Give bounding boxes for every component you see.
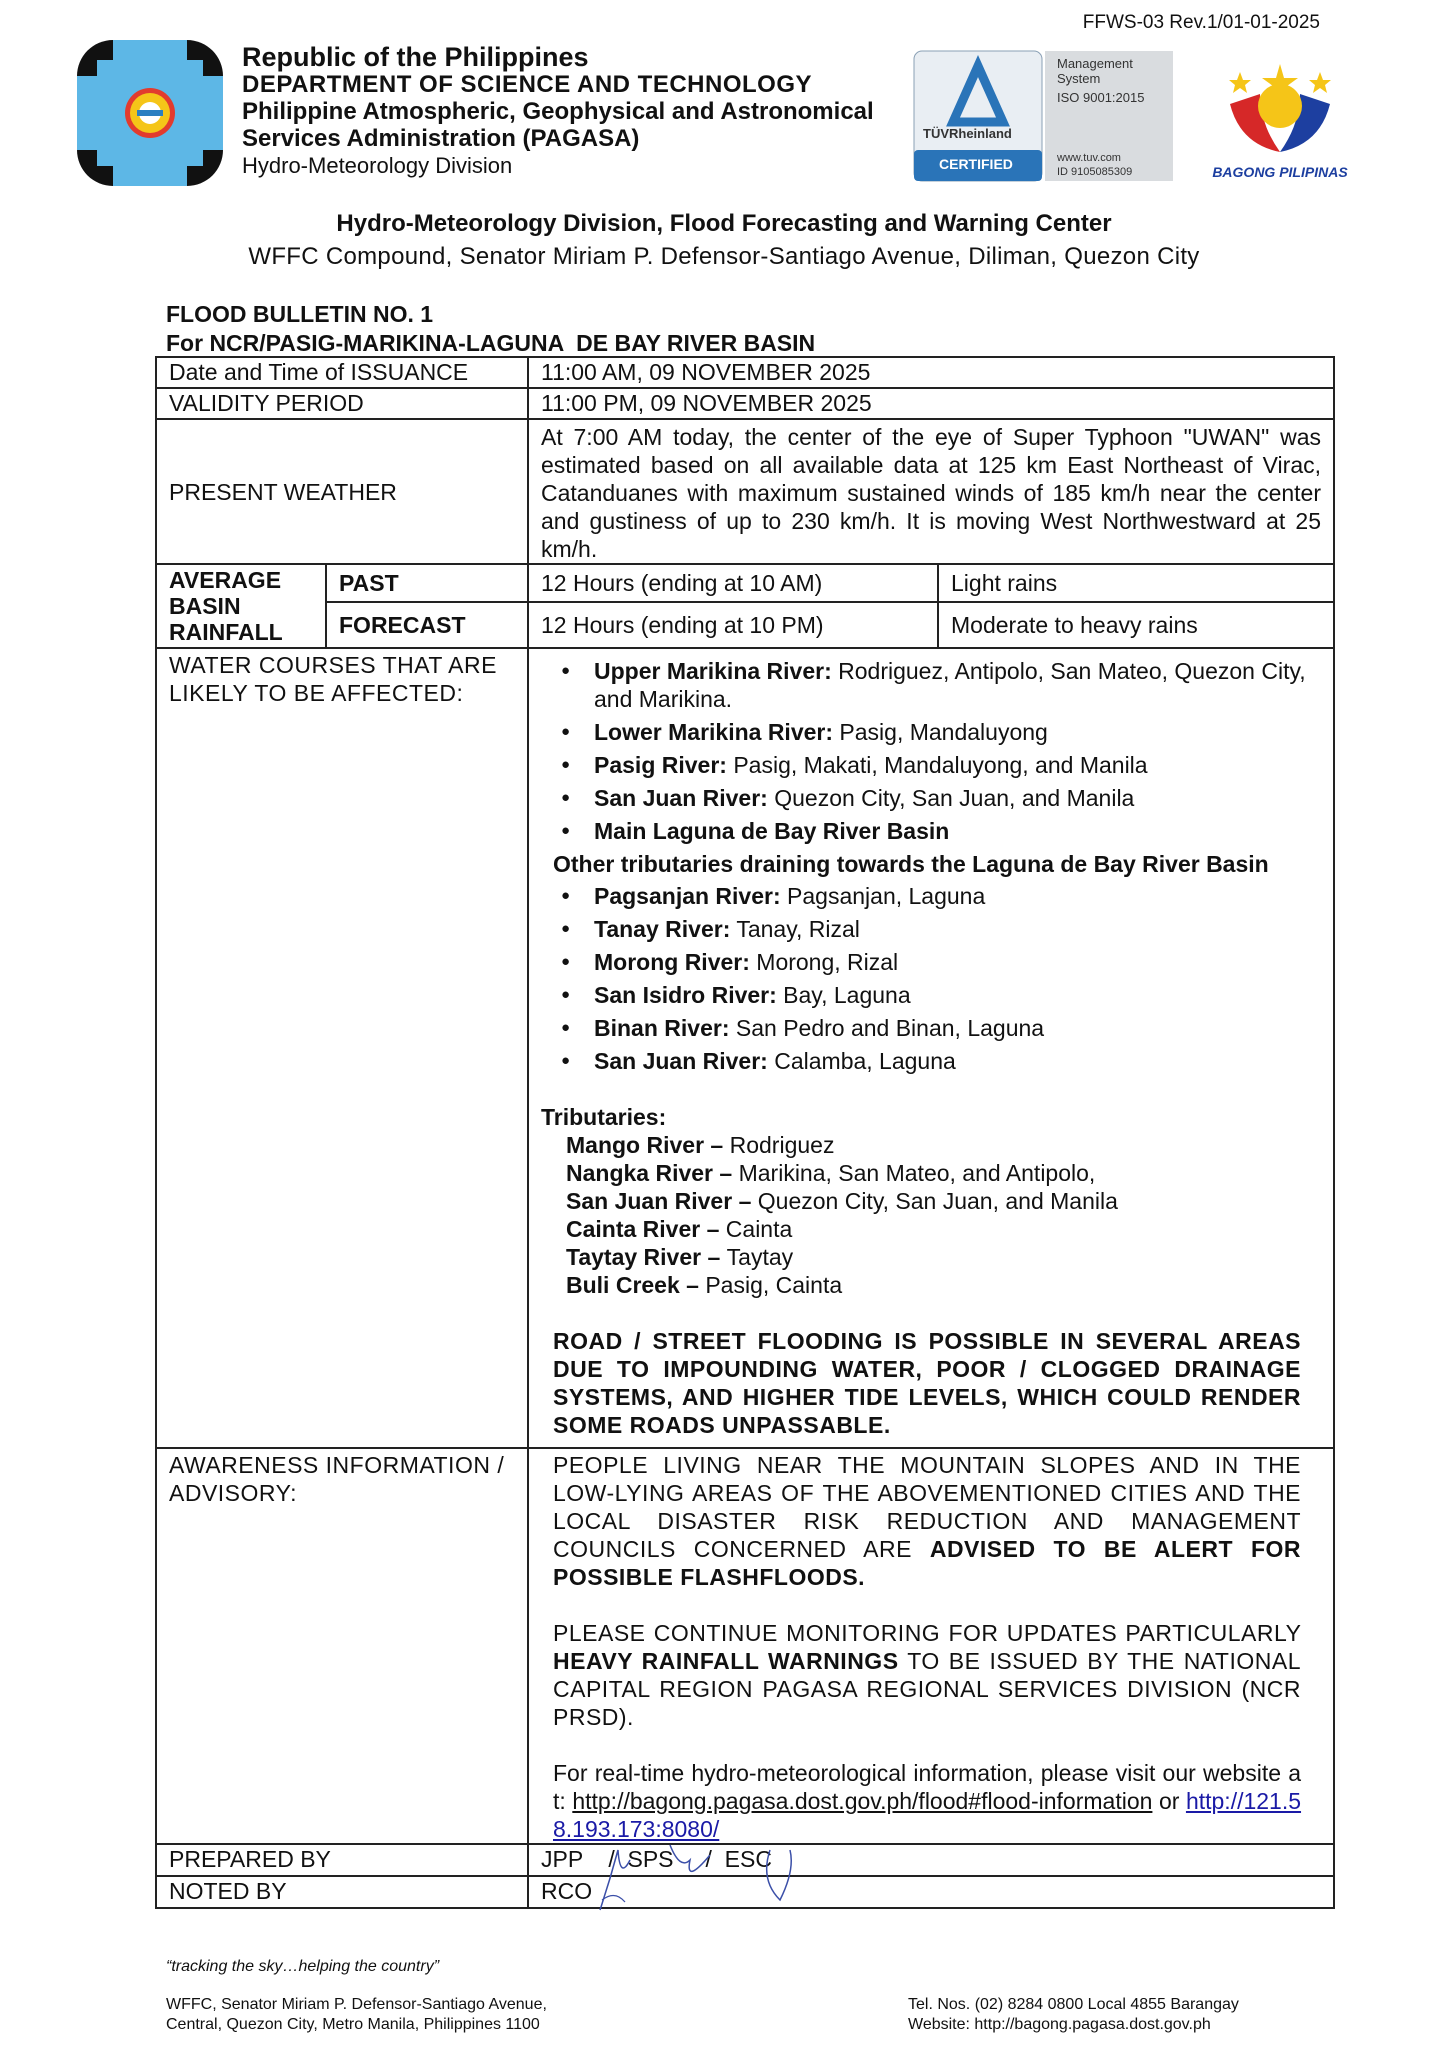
tributary-item: San Juan River – Quezon City, San Juan, and Manila xyxy=(566,1188,1118,1214)
river-item xyxy=(561,915,1321,943)
validity-label: VALIDITY PERIOD xyxy=(156,388,528,419)
bagong-pilipinas-logo xyxy=(1200,44,1360,184)
row-present-weather xyxy=(156,419,1334,564)
tributary-item: Taytay River – Taytay xyxy=(566,1244,794,1270)
river-areas: Tanay, Rizal xyxy=(736,916,860,942)
river-item xyxy=(561,817,1321,845)
row-rainfall-past xyxy=(156,564,1334,602)
river-areas: Quezon City, San Juan, and Manila xyxy=(774,785,1135,811)
center-address: WFFC Compound, Senator Miriam P. Defensor-Santiago Avenue, Diliman, Quezon City xyxy=(248,243,1200,270)
tributaries-list xyxy=(541,1131,1321,1299)
prepared-by-value: JPP / SPS / ESC xyxy=(528,1844,1334,1876)
river-areas: Pasig, Makati, Mandaluyong, and Manila xyxy=(733,752,1148,778)
footer-tel: Tel. Nos. (02) 8284 0800 Local 4855 Barangay xyxy=(908,1996,1239,2013)
flood-bulletin-table xyxy=(155,356,1335,1909)
footer-address-line2: Central, Quezon City, Metro Manila, Philippines 1100 xyxy=(166,2016,540,2033)
agency-header xyxy=(242,44,874,179)
tributary-item: Nangka River – Marikina, San Mateo, and Antipolo, xyxy=(566,1160,1096,1186)
advisory-label: AWARENESS INFORMATION / ADVISORY: xyxy=(156,1448,528,1844)
advisory-website-or: or xyxy=(1158,1788,1180,1814)
bulletin-title: FLOOD BULLETIN NO. 1 xyxy=(166,301,434,327)
advisory-flooding: ROAD / STREET FLOODING IS POSSIBLE IN SEVERAL AREAS DUE TO IMPOUNDING WATER, POOR / CLOGGED DRAINAGE SYSTEMS, AND HIGHER TIDE LEVELS, WHICH COULD RENDER SOME ROADS UNPASSABLE. xyxy=(553,1328,1302,1438)
advisory-website xyxy=(553,1759,1301,1843)
footer-website: Website: http://bagong.pagasa.dost.gov.ph xyxy=(908,2016,1211,2033)
forecast-label: FORECAST xyxy=(326,602,528,648)
row-rainfall-forecast xyxy=(156,602,1334,648)
present-weather-label: PRESENT WEATHER xyxy=(156,419,528,564)
prepared-by-label: PREPARED BY xyxy=(156,1844,528,1876)
issuance-value: 11:00 AM, 09 NOVEMBER 2025 xyxy=(528,357,1334,388)
river-areas: San Pedro and Binan, Laguna xyxy=(735,1015,1045,1041)
footer-address-line1: WFFC, Senator Miriam P. Defensor-Santiago Avenue, xyxy=(166,1996,547,2013)
advisory-people xyxy=(553,1451,1301,1591)
advisory-content xyxy=(528,1448,1334,1844)
bagong-pilipinas-emblem xyxy=(1200,44,1360,164)
form-code: FFWS-03 Rev.1/01-01-2025 xyxy=(1082,12,1320,33)
tributary-areas: Cainta xyxy=(725,1216,793,1242)
advisory-monitor-emphasis: HEAVY RAINFALL WARNINGS xyxy=(553,1648,899,1674)
tributary-name: Cainta River xyxy=(566,1216,701,1242)
forecast-period: 12 Hours (ending at 10 PM) xyxy=(528,602,938,648)
noted-by-value: RCO xyxy=(528,1876,1334,1908)
tributary-item: Mango River – Rodriguez xyxy=(566,1132,835,1158)
water-courses-content xyxy=(528,648,1334,1448)
tributary-name: Nangka River xyxy=(566,1160,714,1186)
footer-contact xyxy=(908,1995,1239,2035)
tributary-name: Taytay River xyxy=(566,1244,702,1270)
bulletin-subtitle: For NCR/PASIG-MARIKINA-LAGUNA DE BAY RIVER BASIN xyxy=(166,330,816,356)
river-item xyxy=(561,1014,1321,1042)
tributary-name: Mango River xyxy=(566,1132,705,1158)
tuv-web: www.tuv.com xyxy=(1057,152,1121,164)
river-areas: Pagsanjan, Laguna xyxy=(787,883,986,909)
bulletin-heading xyxy=(166,300,815,358)
department-title: DEPARTMENT OF SCIENCE AND TECHNOLOGY xyxy=(242,71,813,98)
advisory-monitor-text-end: TO BE ISSUED BY THE NATIONAL CAPITAL REGION PAGASA REGIONAL SERVICES DIVISION (NCR PRSD). xyxy=(553,1648,1302,1730)
republic-title: Republic of the Philippines xyxy=(242,42,589,72)
validity-value: 11:00 PM, 09 NOVEMBER 2025 xyxy=(528,388,1334,419)
other-tributaries-heading: Other tributaries draining towards the Laguna de Bay River Basin xyxy=(553,851,1269,877)
agency-title-line1: Philippine Atmospheric, Geophysical and Astronomical xyxy=(242,98,874,125)
river-item xyxy=(561,948,1321,976)
river-name: Lower Marikina River: xyxy=(594,719,834,745)
water-courses-label: WATER COURSES THAT ARE LIKELY TO BE AFFECTED: xyxy=(156,648,528,1448)
tuv-management-system: Management System xyxy=(1057,56,1133,86)
average-basin-rainfall-label: AVERAGE BASIN RAINFALL xyxy=(156,564,326,648)
tributary-item: Cainta River – Cainta xyxy=(566,1216,793,1242)
agency-title-line2: Services Administration (PAGASA) xyxy=(242,125,640,152)
river-item xyxy=(561,784,1321,812)
row-validity xyxy=(156,388,1334,419)
footer-address xyxy=(166,1995,547,2035)
tuv-certified: CERTIFIED xyxy=(939,156,1013,172)
other-rivers-list xyxy=(541,882,1321,1075)
past-value: Light rains xyxy=(938,564,1334,602)
river-name: Binan River: xyxy=(594,1015,730,1041)
tuv-iso: ISO 9001:2015 xyxy=(1057,90,1145,105)
issuance-label: Date and Time of ISSUANCE xyxy=(156,357,528,388)
tributary-item: Buli Creek – Pasig, Cainta xyxy=(566,1272,843,1298)
river-areas: Pasig, Mandaluyong xyxy=(839,719,1048,745)
river-name: Pagsanjan River: xyxy=(594,883,781,909)
center-title: Hydro-Meteorology Division, Flood Forecasting and Warning Center xyxy=(336,210,1112,237)
row-water-courses xyxy=(156,648,1334,1448)
tributary-name: San Juan River xyxy=(566,1188,733,1214)
tributary-name: Buli Creek xyxy=(566,1272,680,1298)
present-weather-value: At 7:00 AM today, the center of the eye of Super Typhoon "UWAN" was estimated based on all available data at 125 km East Northeast of Virac, Catanduanes with maximum sustained winds of 185 km/h near the center and gustiness of up to 230 km/h. It is moving West Northwestward at 25 km/h. xyxy=(528,419,1334,564)
river-name: Pasig River: xyxy=(594,752,727,778)
telemetry-link[interactable]: http://121.58.193.173:8080/ xyxy=(553,1788,1302,1842)
river-name: San Juan River: xyxy=(594,785,768,811)
advisory-people-text: PEOPLE LIVING NEAR THE MOUNTAIN SLOPES AND IN THE LOW-LYING AREAS OF THE ABOVEMENTIONED CITIES AND THE LOCAL DISASTER RISK REDUCTION AND MANAGEMENT COUNCILS CONCERNED ARE xyxy=(553,1452,1302,1562)
row-advisory xyxy=(156,1448,1334,1844)
row-issuance xyxy=(156,357,1334,388)
river-name: San Isidro River: xyxy=(594,982,777,1008)
forecast-value: Moderate to heavy rains xyxy=(938,602,1334,648)
river-item xyxy=(561,751,1321,779)
river-item xyxy=(561,718,1321,746)
river-name: Main Laguna de Bay River Basin xyxy=(594,818,950,844)
tributary-areas: Quezon City, San Juan, and Manila xyxy=(757,1188,1118,1214)
river-name: Tanay River: xyxy=(594,916,731,942)
bagong-pilipinas-text: BAGONG PILIPINAS xyxy=(1212,164,1348,180)
tributary-areas: Pasig, Cainta xyxy=(705,1272,843,1298)
noted-by-label: NOTED BY xyxy=(156,1876,528,1908)
tributary-areas: Marikina, San Mateo, and Antipolo, xyxy=(738,1160,1096,1186)
tributary-areas: Taytay xyxy=(726,1244,794,1270)
river-item xyxy=(561,657,1321,713)
footer-tagline: “tracking the sky…helping the country” xyxy=(166,1958,440,1975)
river-name: San Juan River: xyxy=(594,1048,768,1074)
advisory-website-text: For real-time hydro-meteorological information, please visit our website at: xyxy=(553,1760,1302,1814)
tributaries-heading: Tributaries: xyxy=(541,1104,667,1130)
tuv-id: ID 9105085309 xyxy=(1057,166,1133,178)
river-item xyxy=(561,1047,1321,1075)
river-name: Morong River: xyxy=(594,949,750,975)
advisory-monitor-text: PLEASE CONTINUE MONITORING FOR UPDATES PARTICULARLY xyxy=(553,1620,1302,1646)
division-title: Hydro-Meteorology Division xyxy=(242,153,513,178)
river-name: Upper Marikina River: xyxy=(594,658,832,684)
past-label: PAST xyxy=(326,564,528,602)
tuv-certification-badge xyxy=(913,50,1175,182)
river-item xyxy=(561,981,1321,1009)
signature-initials xyxy=(590,1840,850,1920)
river-areas: Calamba, Laguna xyxy=(774,1048,956,1074)
advisory-monitor xyxy=(553,1619,1301,1731)
river-item xyxy=(561,882,1321,910)
advisory-people-emphasis: ADVISED TO BE ALERT FOR POSSIBLE FLASHFLOODS. xyxy=(553,1536,1302,1590)
rivers-list xyxy=(541,657,1321,845)
tuv-brand: TÜVRheinland xyxy=(923,126,1012,141)
river-areas: Morong, Rizal xyxy=(756,949,899,975)
tributary-areas: Rodriguez xyxy=(729,1132,835,1158)
flood-info-link[interactable]: http://bagong.pagasa.dost.gov.ph/flood#flood-information xyxy=(572,1788,1153,1814)
river-areas: Rodriguez, Antipolo, San Mateo, Quezon City, and Marikina. xyxy=(594,658,1306,712)
past-period: 12 Hours (ending at 10 AM) xyxy=(528,564,938,602)
river-areas: Bay, Laguna xyxy=(783,982,911,1008)
pagasa-logo xyxy=(77,40,223,186)
